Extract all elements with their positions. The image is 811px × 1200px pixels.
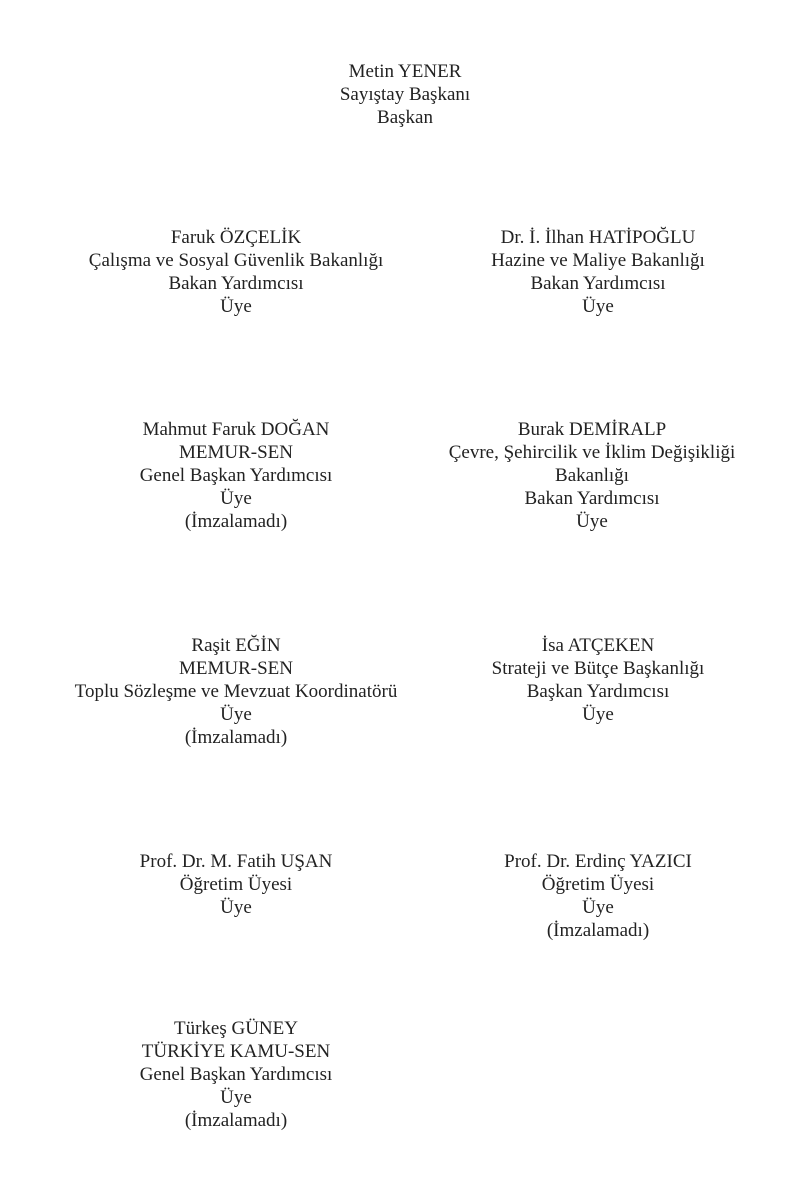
chair-signature-block [340,60,470,129]
signatory-title: Genel Başkan Yardımcısı [139,1064,333,1085]
signatory-title: Başkan Yardımcısı [526,681,670,702]
signatory-role: Üye [220,1087,252,1108]
not-signed-note: (İmzalamadı) [184,727,288,748]
signatory-title: Öğretim Üyesi [179,874,293,895]
signatory-name: Dr. İ. İlhan HATİPOĞLU [500,227,696,248]
signatory-institution: Strateji ve Bütçe Başkanlığı [491,658,705,679]
signatory-title: Öğretim Üyesi [541,874,655,895]
member-signature-block [504,850,692,942]
signatory-institution: Hazine ve Maliye Bakanlığı [491,250,705,271]
signatory-title: Bakan Yardımcısı [168,273,304,294]
signatory-institution: MEMUR-SEN [178,442,293,463]
signatory-title: Toplu Sözleşme ve Mevzuat Koordinatörü [74,681,398,702]
member-signature-block [89,226,383,318]
signatory-institution: Çevre, Şehircilik ve İklim Değişikliği [448,442,736,463]
signatory-name: Burak DEMİRALP [517,419,667,440]
member-signature-block [449,418,736,533]
member-signature-block [491,226,705,318]
signatory-name: Mahmut Faruk DOĞAN [142,419,330,440]
signatory-role: Üye [582,296,614,317]
signatory-institution: TÜRKİYE KAMU-SEN [141,1041,331,1062]
signatory-role: Başkan [377,107,433,128]
signatory-name: Faruk ÖZÇELİK [170,227,302,248]
member-signature-block [140,418,333,533]
signatory-title: Genel Başkan Yardımcısı [139,465,333,486]
signatory-role: Üye [582,897,614,918]
signatory-role: Üye [220,296,252,317]
signatory-name: Prof. Dr. Erdinç YAZICI [504,851,692,872]
member-signature-block [492,634,705,726]
signatory-institution: Sayıştay Başkanı [339,84,471,105]
not-signed-note: (İmzalamadı) [184,1110,288,1131]
member-signature-block [75,634,398,749]
signatory-title: Bakan Yardımcısı [530,273,666,294]
signatory-name: Prof. Dr. M. Fatih UŞAN [139,851,333,872]
signatory-name: Metin YENER [348,61,462,82]
signatory-name: Türkeş GÜNEY [173,1018,298,1039]
not-signed-note: (İmzalamadı) [546,920,650,941]
member-signature-block [140,1017,333,1132]
not-signed-note: (İmzalamadı) [184,511,288,532]
signatory-role: Üye [220,897,252,918]
signatory-role: Üye [582,704,614,725]
signatory-title: Bakan Yardımcısı [524,488,660,509]
signatory-institution: Çalışma ve Sosyal Güvenlik Bakanlığı [88,250,384,271]
member-signature-block [140,850,333,919]
signatory-role: Üye [220,488,252,509]
signatory-role: Üye [576,511,608,532]
signatory-institution: MEMUR-SEN [178,658,293,679]
signatory-name: İsa ATÇEKEN [541,635,655,656]
signatory-role: Üye [220,704,252,725]
signatory-institution-cont: Bakanlığı [555,465,629,486]
signatory-name: Raşit EĞİN [191,635,281,656]
